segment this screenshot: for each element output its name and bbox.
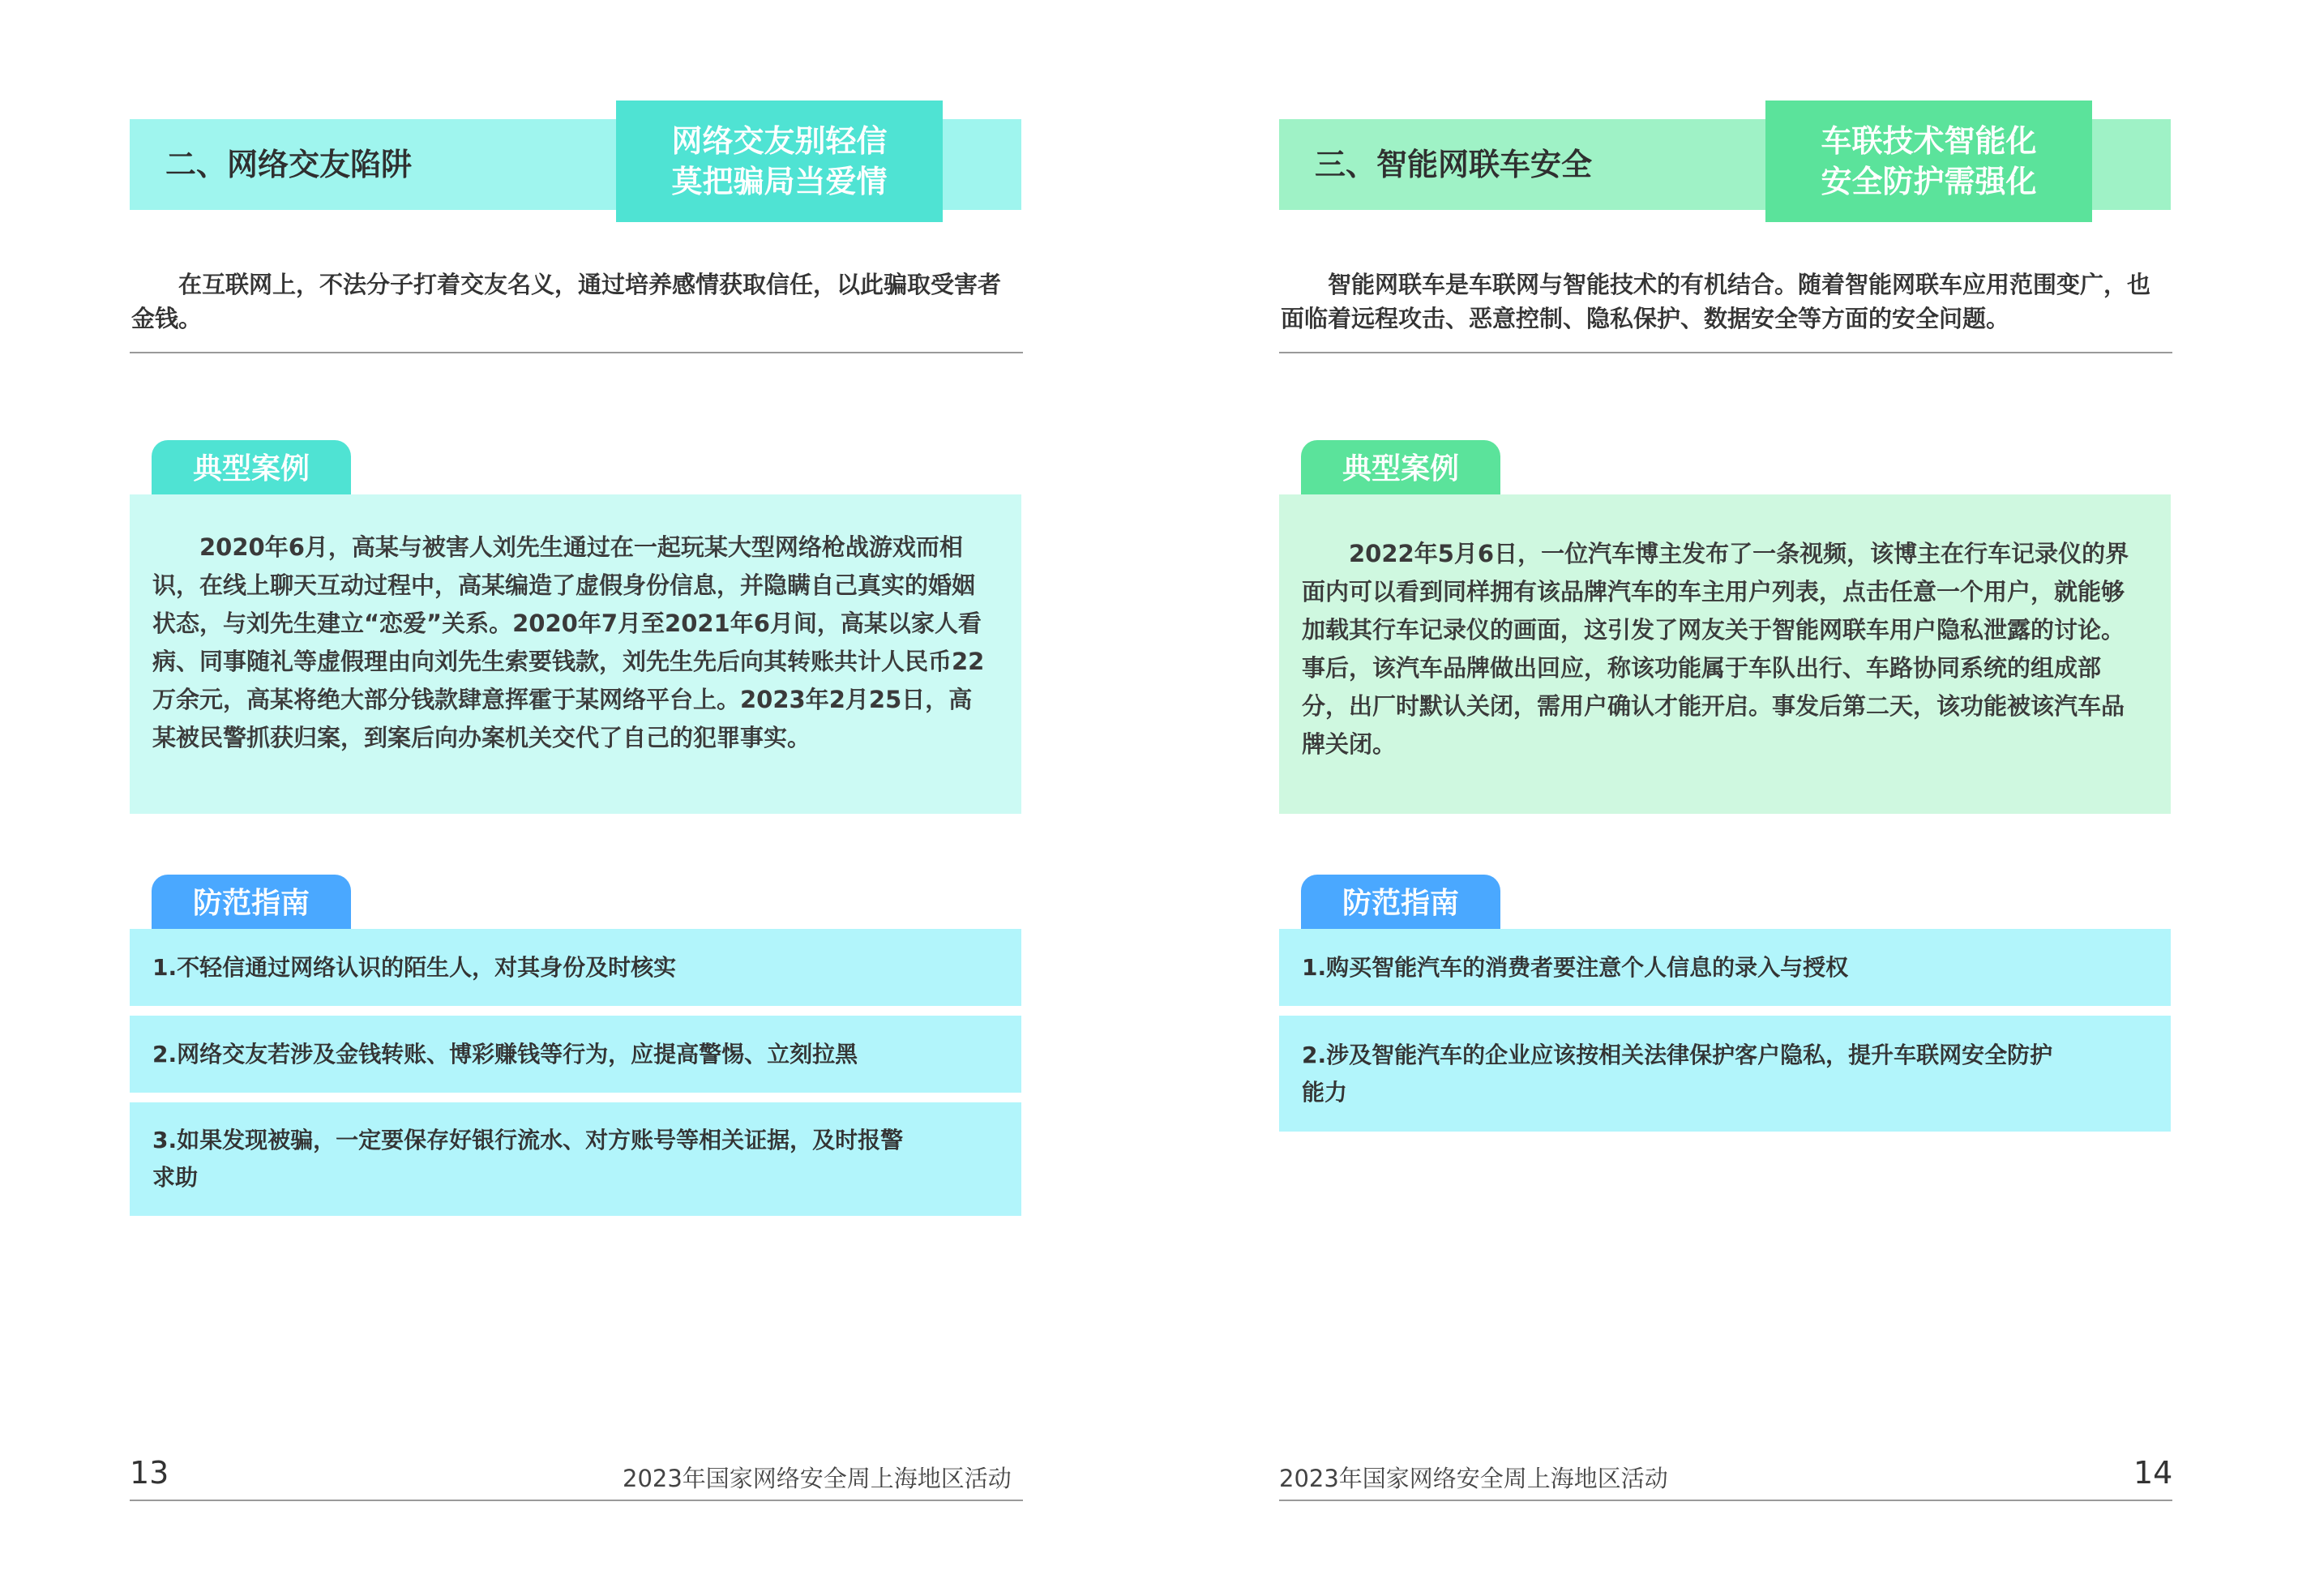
- section-title: 三、智能网联车安全: [1315, 147, 1593, 182]
- page-number: 14: [2133, 1455, 2173, 1491]
- footer-divider: [1279, 1500, 2172, 1501]
- case-text: 2022年5月6日，一位汽车博主发布了一条视频，该博主在行车记录仪的界面内可以看到同样拥有该品牌汽车的车主用户列表，点击任意一个用户，就能够加载其行车记录仪的画面，这引发了网友关于智能网联车用户隐私泄露的讨论。事后，该汽车品牌做出回应，称该功能属于车队出行、车路协同系统的组成部分，出厂时默认关闭，需用户确认才能开启。事发后第二天，该功能被该汽车品牌关闭。: [1302, 540, 2129, 758]
- slogan-line-2: 莫把骗局当爱情: [671, 164, 888, 199]
- intro-text: 智能网联车是车联网与智能技术的有机结合。随着智能网联车应用范围变广，也面临着远程攻击、恶意控制、隐私保护、数据安全等方面的安全问题。: [1281, 271, 2151, 332]
- case-tab: 典型案例: [1301, 440, 1500, 495]
- footer-text: 2023年国家网络安全周上海地区活动: [623, 1465, 1012, 1492]
- case-tab: 典型案例: [152, 440, 351, 495]
- guide-tab: 防范指南: [1301, 875, 1500, 930]
- page-number: 13: [130, 1455, 169, 1491]
- section-title: 二、网络交友陷阱: [165, 147, 413, 182]
- guide-item-3: 3.如果发现被骗，一定要保存好银行流水、对方账号等相关证据，及时报警求助: [130, 1102, 1021, 1216]
- slogan-line-1: 车联技术智能化: [1821, 123, 2037, 159]
- case-box: [1279, 494, 2171, 814]
- slogan-line-1: 网络交友别轻信: [671, 123, 888, 159]
- case-box: [130, 494, 1021, 814]
- guide-item-1: 1.购买智能汽车的消费者要注意个人信息的录入与授权: [1279, 929, 2171, 1006]
- page-14: [1149, 0, 2298, 1596]
- footer-divider: [130, 1500, 1023, 1501]
- footer-text: 2023年国家网络安全周上海地区活动: [1279, 1465, 1668, 1492]
- intro-divider: [1279, 352, 2172, 353]
- guide-item-2: 2.网络交友若涉及金钱转账、博彩赚钱等行为，应提高警惕、立刻拉黑: [130, 1016, 1021, 1093]
- slogan-box: [616, 101, 943, 222]
- intro-divider: [130, 352, 1023, 353]
- intro-text: 在互联网上，不法分子打着交友名义，通过培养感情获取信任，以此骗取受害者金钱。: [131, 271, 1002, 332]
- guide-item-1: 1.不轻信通过网络认识的陌生人，对其身份及时核实: [130, 929, 1021, 1006]
- slogan-box: [1765, 101, 2092, 222]
- guide-tab: 防范指南: [152, 875, 351, 930]
- slogan-line-2: 安全防护需强化: [1821, 164, 2037, 199]
- case-text: 2020年6月，高某与被害人刘先生通过在一起玩某大型网络枪战游戏而相识，在线上聊天互动过程中，高某编造了虚假身份信息，并隐瞒自己真实的婚姻状态，与刘先生建立“恋爱”关系。2020年7月至2021年6月间，高某以家人看病、同事随礼等虚假理由向刘先生索要钱款，刘先生先后向其转账共计人民币22万余元，高某将绝大部分钱款肆意挥霍于某网络平台上。2023年2月25日，高某被民警抓获归案，到案后向办案机关交代了自己的犯罪事实。: [152, 533, 985, 751]
- guide-item-2: 2.涉及智能汽车的企业应该按相关法律保护客户隐私，提升车联网安全防护能力: [1279, 1016, 2171, 1132]
